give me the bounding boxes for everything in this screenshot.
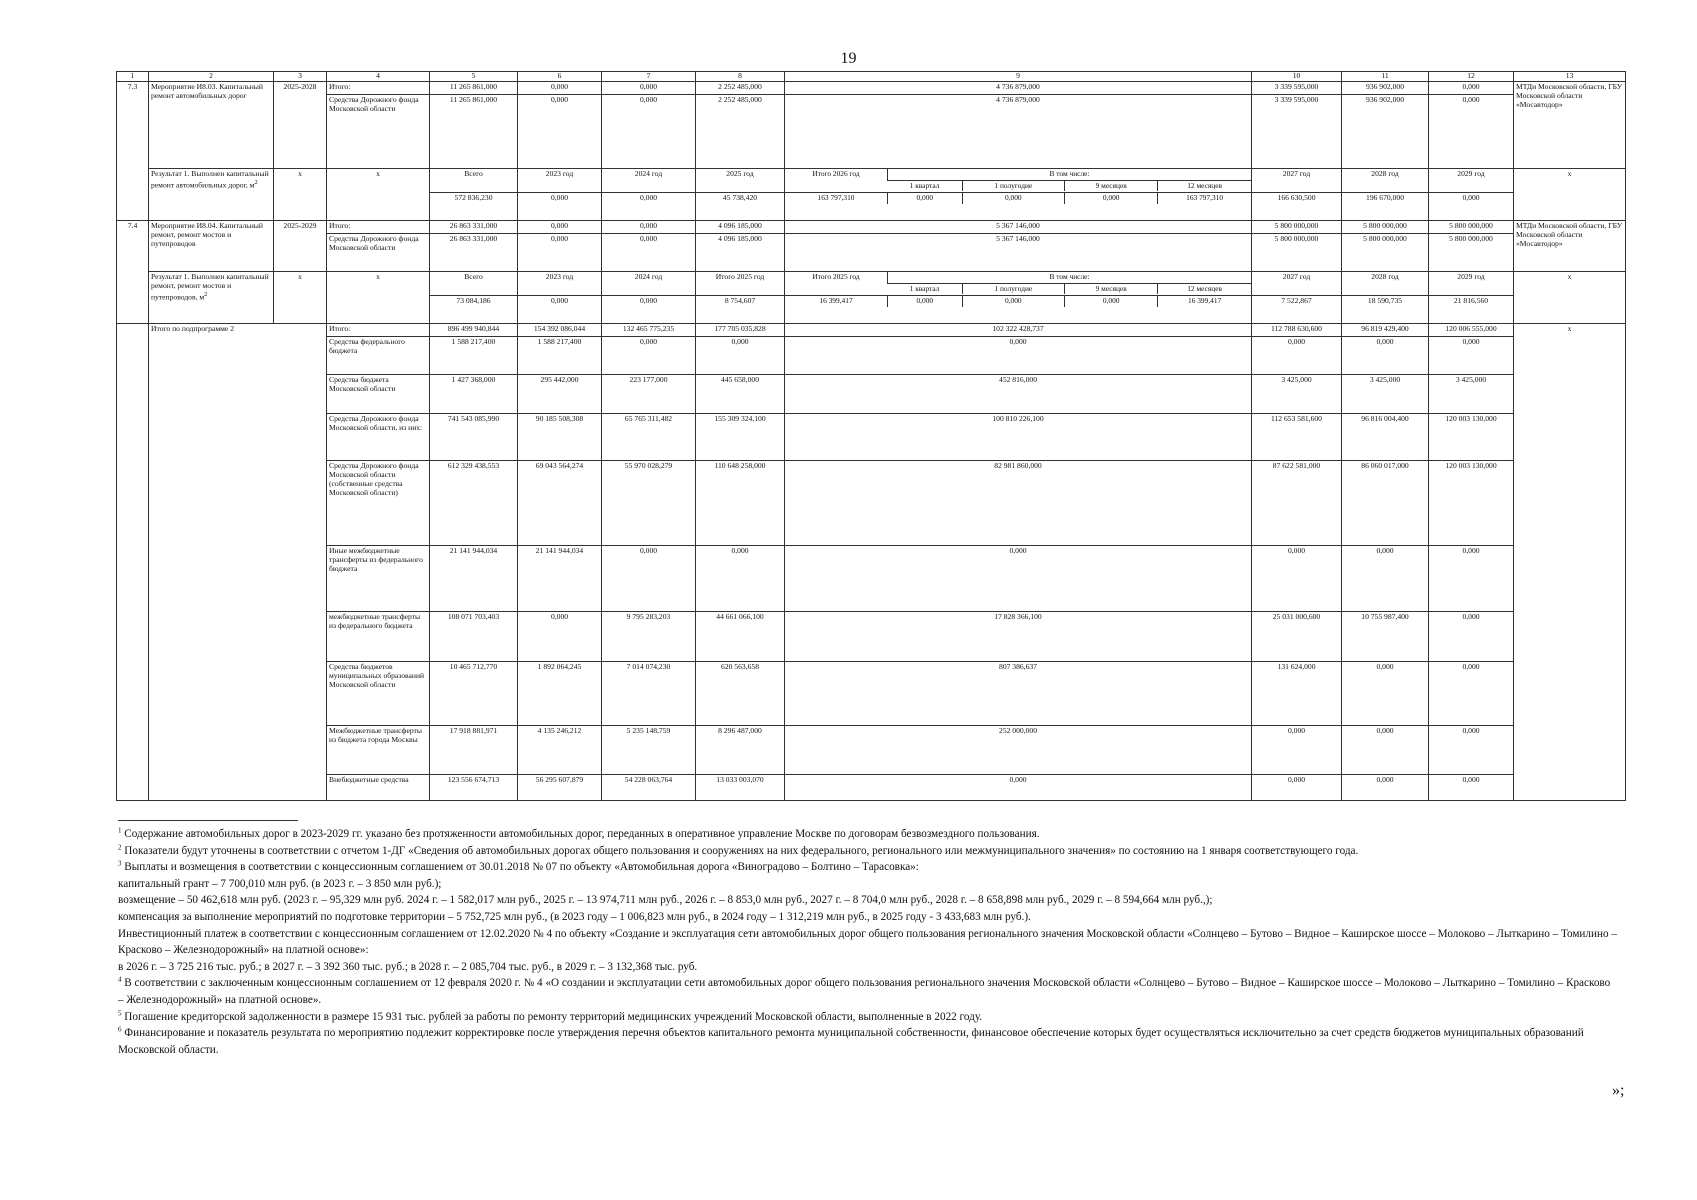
value-cell: 5 367 146,000 [785, 234, 1252, 272]
responsible: МТДи Московской области, ГБУ Московской области «Мосавтодор» [1514, 82, 1626, 169]
value-cell: 86 060 017,000 [1342, 461, 1429, 546]
value-cell: 0,000 [602, 82, 696, 95]
value-cell: 120 003 130,000 [1429, 414, 1514, 461]
result-value: 196 670,000 [1342, 193, 1429, 221]
result-name: Результат 1. Выполнен капитальный ремонт автомобильных дорог, $м^2$ [149, 169, 274, 221]
col-number: 7 [602, 72, 696, 82]
value-cell: 5 800 000,000 [1429, 234, 1514, 272]
value-cell: 5 235 148,759 [602, 726, 696, 775]
source-label: Средства Дорожного фонда Московской области, из них: [327, 414, 430, 461]
footnote-line: в 2026 г. – 3 725 216 тыс. руб.; в 2027 г. – 3 392 360 тыс. руб.; в 2028 г. – 2 085,704 тыс. руб., в 2029 г. – 3 132,368 тыс. руб. [118, 960, 698, 973]
result-head: 2027 год [1252, 169, 1342, 193]
result-value: 0,000 [888, 193, 963, 204]
result-value: 0,000 [1065, 193, 1158, 204]
quarter-values [785, 193, 1252, 221]
result-head: 2029 год [1429, 272, 1514, 296]
value-cell: 223 177,000 [602, 375, 696, 414]
col-number: 13 [1514, 72, 1626, 82]
value-cell: 0,000 [518, 234, 602, 272]
result-head: 2023 год [518, 272, 602, 296]
value-cell: 252 000,000 [785, 726, 1252, 775]
value-cell: 620 563,658 [696, 662, 785, 726]
result-value: 7 522,867 [1252, 296, 1342, 324]
footnote: $^4$ В соответствии с заключенным концессионным соглашением от 12 февраля 2020 г. № 4 «О создании и эксплуатации сети автомобильных дорог общего пользования регионального значения Московской области «Солнцево – Бутово – Видное – Каширское шоссе – Молоково – Лыткарино – Томилино – Красково – Железнодорожный» на платной основе». [118, 975, 1611, 1006]
value-cell: 5 800 000,000 [1252, 221, 1342, 234]
value-cell: 0,000 [1342, 726, 1429, 775]
result-value: 0,000 [962, 296, 1065, 307]
value-cell: 0,000 [785, 337, 1252, 375]
result-x: х [274, 169, 327, 221]
quarter-label: 9 месяцев [1065, 283, 1158, 294]
subtotal-row [117, 375, 1626, 414]
subtotal-row [117, 324, 1626, 337]
quarter-label: 1 полугодие [962, 180, 1065, 191]
value-cell: 0,000 [1429, 612, 1514, 662]
result-head: 2027 год [1252, 272, 1342, 296]
result-x: х [1514, 272, 1626, 324]
value-cell: 1 588 217,400 [430, 337, 518, 375]
col-number: 3 [274, 72, 327, 82]
footnote-line: компенсация за выполнение мероприятий по подготовке территории – 5 752,725 млн руб., (в 2023 году – 1 006,823 млн руб., в 2024 году – 1 312,219 млн руб., в 2025 году - 3 433,683 млн руб.). [118, 910, 1031, 923]
value-cell: 3 339 595,000 [1252, 82, 1342, 95]
value-cell: 112 653 581,600 [1252, 414, 1342, 461]
quarter-header [785, 272, 1252, 296]
value-cell: 0,000 [1429, 95, 1514, 169]
value-cell: 0,000 [696, 337, 785, 375]
quarter-label: 12 месяцев [1158, 283, 1251, 294]
value-cell: 120 003 130,000 [1429, 461, 1514, 546]
value-cell: 4 736 879,000 [785, 82, 1252, 95]
value-cell: 0,000 [1429, 337, 1514, 375]
value-cell: 82 981 860,000 [785, 461, 1252, 546]
value-cell: 0,000 [602, 337, 696, 375]
value-cell: 452 816,000 [785, 375, 1252, 414]
result-value: 0,000 [1065, 296, 1158, 307]
footnote: $^2$ Показатели будут уточнены в соответствии с отчетом 1-ДГ «Сведения об автомобильных дорогах общего пользования и сооружениях на них федерального, регионального или межмуниципального значения» по состоянию на 1 января соответствующего года. [118, 842, 1359, 857]
source-label: межбюджетные трансферты из федерального бюджета [327, 612, 430, 662]
value-cell: 0,000 [518, 612, 602, 662]
value-cell: 9 795 283,203 [602, 612, 696, 662]
subtotal-row [117, 775, 1626, 801]
table-row [117, 234, 1626, 272]
value-cell: 0,000 [1429, 662, 1514, 726]
result-head: Всего [430, 169, 518, 193]
table-row [117, 221, 1626, 234]
value-cell: 100 810 226,100 [785, 414, 1252, 461]
value-cell: 0,000 [518, 221, 602, 234]
result-value: 166 630,500 [1252, 193, 1342, 221]
value-cell: 896 499 940,844 [430, 324, 518, 337]
value-cell: 0,000 [785, 775, 1252, 801]
value-cell: 5 367 146,000 [785, 221, 1252, 234]
result-value: 18 590,735 [1342, 296, 1429, 324]
result-value: 163 797,310 [817, 193, 855, 202]
result-value: 0,000 [518, 193, 602, 221]
value-cell: 0,000 [602, 234, 696, 272]
value-cell: 17 828 366,100 [785, 612, 1252, 662]
footnotes [118, 826, 1618, 1058]
result-value: 45 738,420 [696, 193, 785, 221]
result-head: Итого 2025 год [696, 272, 785, 296]
value-cell: 112 788 630,600 [1252, 324, 1342, 337]
result-head: Итого 2026 год [812, 169, 860, 178]
measure-name: Мероприятие И8.03. Капитальный ремонт автомобильных дорог [149, 82, 274, 169]
quarter-label: 9 месяцев [1065, 180, 1158, 191]
col-number: 2 [149, 72, 274, 82]
value-cell: 2 252 485,000 [696, 95, 785, 169]
result-head: Итого 2025 год [812, 272, 860, 281]
value-cell: 3 425,000 [1252, 375, 1342, 414]
value-cell: 1 427 368,000 [430, 375, 518, 414]
subtotal-row [117, 337, 1626, 375]
source-label: Средства Дорожного фонда Московской области [327, 234, 430, 272]
result-x: х [327, 169, 430, 221]
program-table [116, 71, 1626, 801]
measure-name: Мероприятие И8.04. Капитальный ремонт, ремонт мостов и путепроводов [149, 221, 274, 272]
value-cell: 4 096 185,000 [696, 221, 785, 234]
value-cell: 44 661 066,100 [696, 612, 785, 662]
table-row [117, 82, 1626, 95]
value-cell: 807 386,637 [785, 662, 1252, 726]
value-cell: 102 322 428,737 [785, 324, 1252, 337]
result-head: 2024 год [602, 169, 696, 193]
source-label: Средства Дорожного фонда Московской области [327, 95, 430, 169]
result-value: 0,000 [602, 296, 696, 324]
value-cell: 10 755 987,400 [1342, 612, 1429, 662]
value-cell: 7 014 074,230 [602, 662, 696, 726]
col-number: 10 [1252, 72, 1342, 82]
source-label: Средства бюджета Московской области [327, 375, 430, 414]
footnote-line: капитальный грант – 7 700,010 млн руб. (в 2023 г. – 3 850 млн руб.); [118, 877, 442, 890]
table-row [117, 95, 1626, 169]
col-number: 8 [696, 72, 785, 82]
value-cell: 108 071 703,403 [430, 612, 518, 662]
value-cell: 56 295 607,879 [518, 775, 602, 801]
result-head: 2024 год [602, 272, 696, 296]
result-value: 8 754,607 [696, 296, 785, 324]
value-cell: 26 863 331,000 [430, 234, 518, 272]
subtotal-name: Итого по подпрограмме 2 [149, 324, 327, 801]
value-cell: 21 141 944,034 [430, 546, 518, 612]
footnote: $^3$ Выплаты и возмещения в соответствии с концессионным соглашением от 30.01.2018 № 07 по объекту «Автомобильная дорога «Виноградово – Болтино – Тарасовка»: [118, 859, 919, 874]
value-cell: 0,000 [1342, 546, 1429, 612]
value-cell: 0,000 [1429, 775, 1514, 801]
result-value: 163 797,310 [1158, 193, 1251, 204]
value-cell: 26 863 331,000 [430, 221, 518, 234]
value-cell: 13 033 003,070 [696, 775, 785, 801]
result-value: 572 836,230 [430, 193, 518, 221]
row-number: 7.4 [117, 221, 149, 324]
value-cell: 11 265 861,000 [430, 95, 518, 169]
result-head: Всего [430, 272, 518, 296]
value-cell: 0,000 [1429, 726, 1514, 775]
value-cell: 8 296 487,000 [696, 726, 785, 775]
col-number: 9 [785, 72, 1252, 82]
value-cell: 0,000 [1429, 82, 1514, 95]
footnote: $^5$ Погашение кредиторской задолженности в размере 15 931 тыс. рублей за работы по ремонту территорий медицинских учреждений Московской области, выполненные в 2022 году. [118, 1008, 983, 1023]
value-cell: 0,000 [1252, 546, 1342, 612]
value-cell: 3 339 595,000 [1252, 95, 1342, 169]
value-cell: 5 800 000,000 [1342, 221, 1429, 234]
period: 2025-2029 [274, 221, 327, 272]
value-cell: 123 556 674,713 [430, 775, 518, 801]
value-cell: 0,000 [1252, 337, 1342, 375]
value-cell: 0,000 [602, 221, 696, 234]
result-head: 2028 год [1342, 169, 1429, 193]
value-cell: 0,000 [518, 95, 602, 169]
subtotal-row [117, 612, 1626, 662]
subtotal-row [117, 546, 1626, 612]
value-cell: 65 765 311,482 [602, 414, 696, 461]
result-value: 0,000 [602, 193, 696, 221]
value-cell: 0,000 [785, 546, 1252, 612]
period: 2025-2028 [274, 82, 327, 169]
value-cell: 2 252 485,000 [696, 82, 785, 95]
col-number: 5 [430, 72, 518, 82]
value-cell: 295 442,000 [518, 375, 602, 414]
value-cell: 0,000 [1252, 775, 1342, 801]
value-cell: 0,000 [518, 82, 602, 95]
footnote: $^6$ Финансирование и показатель результата по мероприятию подлежит корректировке после утверждения перечня объектов капитального ремонта муниципальной собственности, финансовое обеспечение которых будет осуществляться исключительно за счет средств бюджетов муниципальных образований Московской области. [118, 1025, 1584, 1056]
source-label: Средства Дорожного фонда Московской области (собственные средства Московской области) [327, 461, 430, 546]
closing-quote-mark: »; [1612, 1082, 1625, 1099]
subtotal-x: х [1514, 324, 1626, 801]
result-head: 2025 год [696, 169, 785, 193]
value-cell: 5 800 000,000 [1252, 234, 1342, 272]
value-cell: 10 465 712,770 [430, 662, 518, 726]
result-head: В том числе: [888, 272, 1251, 283]
quarter-values [785, 296, 1252, 324]
value-cell: 1 588 217,400 [518, 337, 602, 375]
result-header-row [117, 272, 1626, 296]
value-cell: 4 096 185,000 [696, 234, 785, 272]
value-cell: 69 043 564,274 [518, 461, 602, 546]
result-value: 16 399,417 [819, 296, 853, 305]
footnote-line: возмещение – 50 462,618 млн руб. (2023 г. – 95,329 млн руб. 2024 г. – 1 582,017 млн руб., 2025 г. – 13 974,711 млн руб., 2026 г. – 8 853,0 млн руб., 2027 г. – 8 704,0 млн руб., 2028 г. – 8 658,898 млн руб., 2029 г. – 8 594,664 млн руб.,); [118, 894, 1213, 907]
value-cell: 4 135 246,212 [518, 726, 602, 775]
subtotal-row [117, 726, 1626, 775]
value-cell: 110 648 258,000 [696, 461, 785, 546]
quarter-label: 12 месяцев [1158, 180, 1251, 191]
source-label: Итого: [327, 221, 430, 234]
result-value: 0,000 [518, 296, 602, 324]
value-cell: 0,000 [1252, 726, 1342, 775]
value-cell: 17 918 881,971 [430, 726, 518, 775]
col-number: 6 [518, 72, 602, 82]
value-cell: 1 892 064,245 [518, 662, 602, 726]
responsible: МТДи Московской области, ГБУ Московской области «Мосавтодор» [1514, 221, 1626, 272]
result-value: 0,000 [1429, 193, 1514, 221]
value-cell: 936 902,000 [1342, 82, 1429, 95]
value-cell: 154 392 086,044 [518, 324, 602, 337]
value-cell: 0,000 [1342, 337, 1429, 375]
value-cell: 3 425,000 [1342, 375, 1429, 414]
value-cell: 155 309 324,100 [696, 414, 785, 461]
column-number-row [117, 72, 1626, 82]
value-cell: 5 800 000,000 [1429, 221, 1514, 234]
subtotal-row [117, 461, 1626, 546]
value-cell: 0,000 [1342, 775, 1429, 801]
result-value: 21 816,560 [1429, 296, 1514, 324]
result-value: 0,000 [962, 193, 1065, 204]
source-label: Иные межбюджетные трансферты из федерального бюджета [327, 546, 430, 612]
value-cell: 96 819 429,400 [1342, 324, 1429, 337]
value-cell: 5 800 000,000 [1342, 234, 1429, 272]
row-number: 7.3 [117, 82, 149, 221]
value-cell: 0,000 [602, 95, 696, 169]
footnote-divider [118, 820, 298, 821]
subtotal-row [117, 414, 1626, 461]
footnote: $^1$ Содержание автомобильных дорог в 2023-2029 гг. указано без протяженности автомобильных дорог, переданных в оперативное управление Москве по договорам безвозмездного пользования. [118, 826, 1040, 840]
result-value: 0,000 [888, 296, 963, 307]
page-number: 19 [840, 50, 857, 67]
result-name: Результат 1. Выполнен капитальный ремонт, ремонт мостов и путепроводов, $м^2$ [149, 272, 274, 324]
quarter-label: 1 квартал [909, 180, 940, 190]
col-number: 1 [117, 72, 149, 82]
result-value: 73 084,186 [430, 296, 518, 324]
result-header-row [117, 169, 1626, 193]
value-cell: 55 970 028,279 [602, 461, 696, 546]
value-cell: 0,000 [1342, 662, 1429, 726]
quarter-header [785, 169, 1252, 193]
col-number: 4 [327, 72, 430, 82]
value-cell: 87 622 581,000 [1252, 461, 1342, 546]
col-number: 11 [1342, 72, 1429, 82]
value-cell: 25 031 000,600 [1252, 612, 1342, 662]
value-cell: 131 624,000 [1252, 662, 1342, 726]
quarter-label: 1 полугодие [962, 283, 1065, 294]
value-cell: 54 228 063,764 [602, 775, 696, 801]
source-label: Итого: [327, 82, 430, 95]
result-head: 2028 год [1342, 272, 1429, 296]
value-cell: 936 902,000 [1342, 95, 1429, 169]
value-cell: 120 006 555,000 [1429, 324, 1514, 337]
value-cell: 177 705 035,828 [696, 324, 785, 337]
quarter-label: 1 квартал [909, 283, 940, 293]
result-value: 16 399,417 [1158, 296, 1251, 307]
result-x: х [1514, 169, 1626, 221]
footnote-line: Инвестиционный платеж в соответствии с концессионным соглашением от 12.02.2020 № 4 по объекту «Создание и эксплуатация сети автомобильных дорог общего пользования регионального значения Московской области «Солнцево – Бутово – Видное – Каширское шоссе – Молоково – Лыткарино – Томилино – Красково – Железнодорожный» на платной основе»: [118, 927, 1617, 957]
result-x: х [327, 272, 430, 324]
source-label: Средства бюджетов муниципальных образований Московской области [327, 662, 430, 726]
source-label: Внебюджетные средства [327, 775, 430, 801]
subtotal-row [117, 662, 1626, 726]
value-cell: 0,000 [696, 546, 785, 612]
value-cell: 11 265 861,000 [430, 82, 518, 95]
value-cell: 612 329 438,553 [430, 461, 518, 546]
result-x: х [274, 272, 327, 324]
value-cell: 0,000 [1429, 546, 1514, 612]
value-cell: 132 465 775,235 [602, 324, 696, 337]
value-cell: 445 658,000 [696, 375, 785, 414]
col-number: 12 [1429, 72, 1514, 82]
result-head: 2023 год [518, 169, 602, 193]
source-label: Средства федерального бюджета [327, 337, 430, 375]
value-cell: 90 185 508,308 [518, 414, 602, 461]
value-cell: 96 816 004,400 [1342, 414, 1429, 461]
source-label: Межбюджетные трансферты из бюджета города Москвы [327, 726, 430, 775]
result-head: 2029 год [1429, 169, 1514, 193]
result-head: В том числе: [888, 169, 1251, 180]
value-cell: 3 425,000 [1429, 375, 1514, 414]
value-cell: 741 543 085,990 [430, 414, 518, 461]
source-label: Итого: [327, 324, 430, 337]
value-cell: 21 141 944,034 [518, 546, 602, 612]
value-cell: 0,000 [602, 546, 696, 612]
value-cell: 4 736 879,000 [785, 95, 1252, 169]
